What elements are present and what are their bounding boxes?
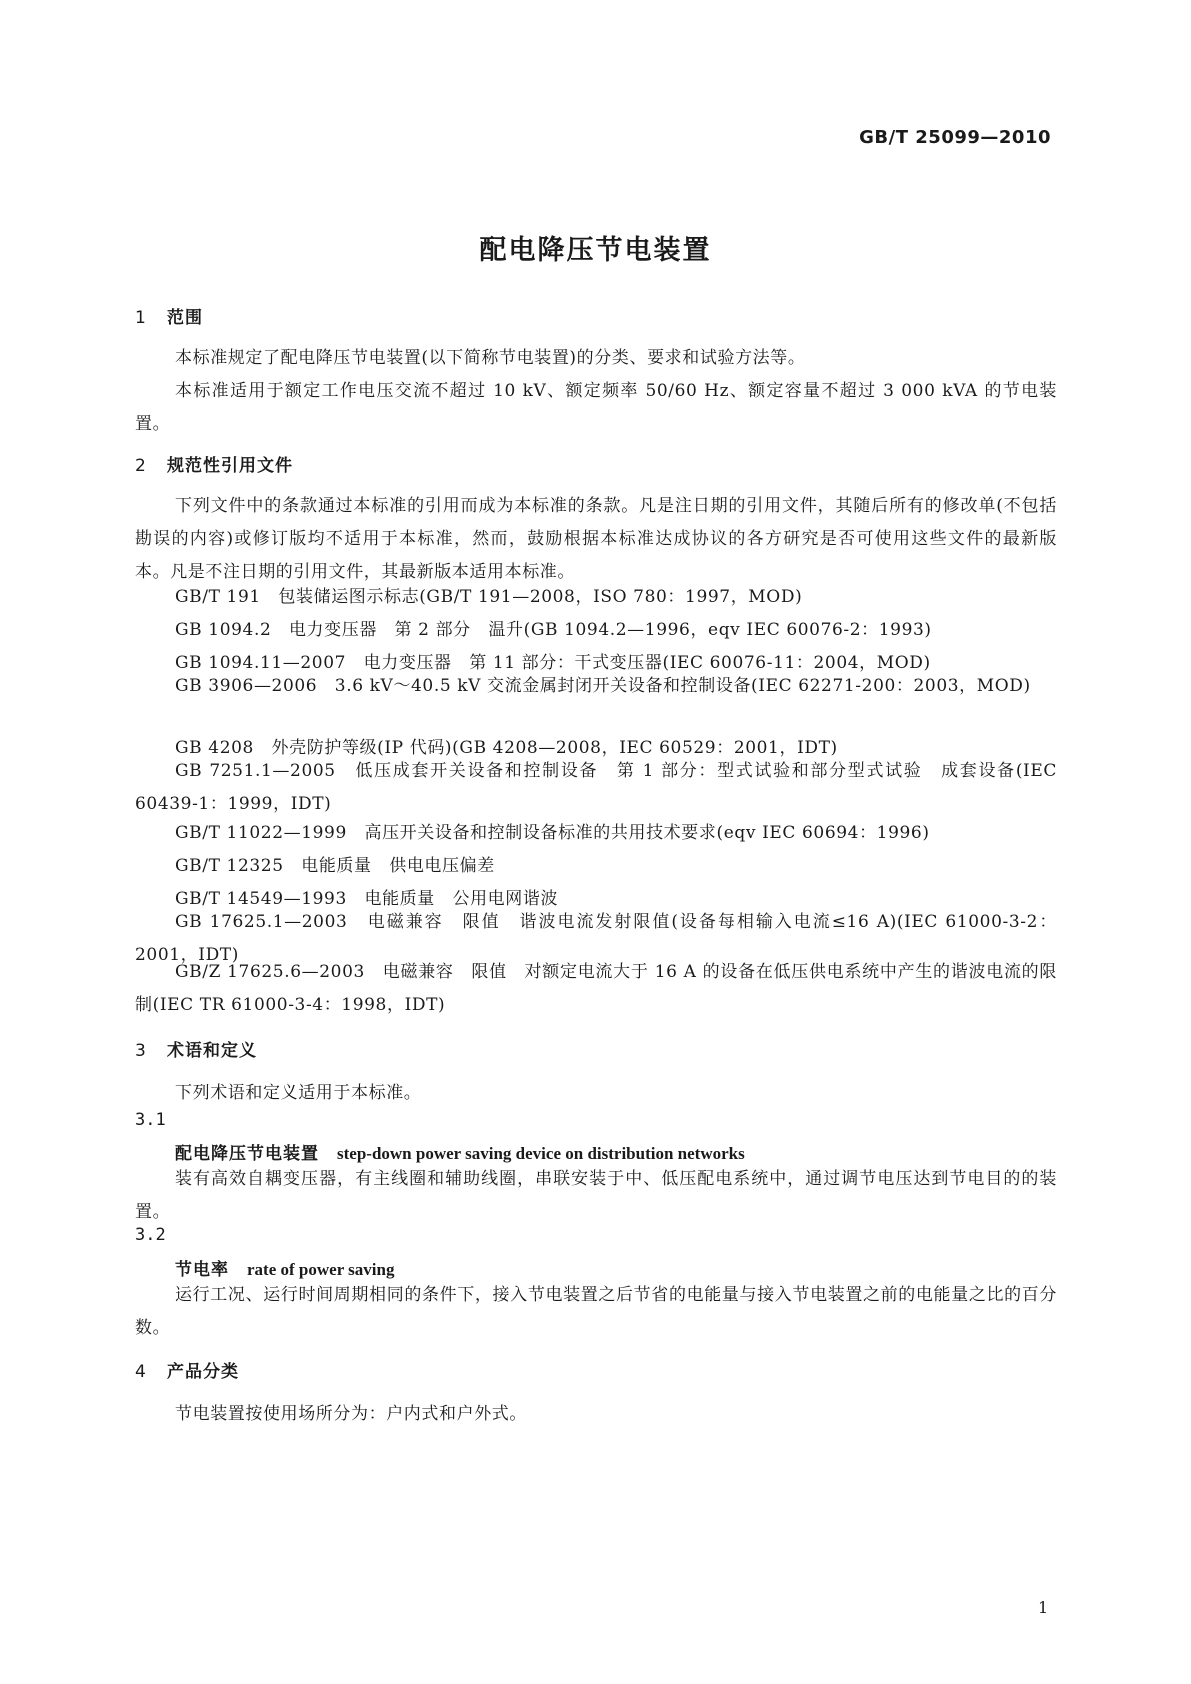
section-number: 4 [135, 1362, 147, 1382]
reference-item: GB/T 14549—1993 电能质量 公用电网谐波 [175, 889, 559, 909]
section-number: 1 [135, 308, 147, 328]
paragraph: 下列文件中的条款通过本标准的引用而成为本标准的条款。凡是注日期的引用文件，其随后所有的修改单(不包括勘误的内容)或修订版均不适用于本标准，然而，鼓励根据本标准达成协议的各方研究是否可使用这些文件的最新版本。凡是不注日期的引用文件，其最新版本适用本标准。 [135, 496, 1057, 582]
term-chinese: 配电降压节电装置 [175, 1144, 319, 1164]
reference-item: GB 3906—2006 3.6 kV～40.5 kV 交流金属封闭开关设备和控制设备(IEC 62271-200：2003，MOD) [175, 676, 1031, 696]
reference-item: GB 17625.1—2003 电磁兼容 限值 谐波电流发射限值(设备每相输入电流≤16 A)(IEC 61000-3-2：2001，IDT) [135, 912, 1057, 965]
section-title: 规范性引用文件 [167, 456, 293, 476]
section-heading-1 [135, 303, 203, 328]
standard-code: GB/T 25099—2010 [859, 127, 1051, 148]
term-english: rate of power saving [247, 1260, 395, 1279]
term-number: 3.2 [135, 1225, 166, 1245]
reference-item: GB 1094.11—2007 电力变压器 第 11 部分：干式变压器(IEC 60076-11：2004，MOD) [175, 653, 931, 673]
section-number: 3 [135, 1041, 147, 1061]
reference-item: GB/Z 17625.6—2003 电磁兼容 限值 对额定电流大于 16 A 的设备在低压供电系统中产生的谐波电流的限制(IEC TR 61000-3-4：1998，IDT) [135, 962, 1057, 1015]
term-heading [175, 1139, 745, 1164]
section-heading-3 [135, 1036, 257, 1061]
term-number: 3.1 [135, 1110, 166, 1130]
paragraph: 本标准规定了配电降压节电装置(以下简称节电装置)的分类、要求和试验方法等。 [175, 348, 806, 368]
section-title: 范围 [167, 308, 203, 328]
reference-item: GB 1094.2 电力变压器 第 2 部分 温升(GB 1094.2—1996，eqv IEC 60076-2：1993) [175, 620, 932, 640]
term-chinese: 节电率 [175, 1260, 229, 1280]
section-heading-2 [135, 451, 293, 476]
section-title: 产品分类 [167, 1362, 239, 1382]
reference-item: GB/T 191 包装储运图示标志(GB/T 191—2008，ISO 780：1997，MOD) [175, 587, 803, 607]
paragraph: 本标准适用于额定工作电压交流不超过 10 kV、额定频率 50/60 Hz、额定容量不超过 3 000 kVA 的节电装置。 [135, 381, 1057, 434]
reference-item: GB 7251.1—2005 低压成套开关设备和控制设备 第 1 部分：型式试验和部分型式试验 成套设备(IEC 60439-1：1999，IDT) [135, 761, 1057, 814]
reference-item: GB/T 12325 电能质量 供电电压偏差 [175, 856, 495, 876]
section-title: 术语和定义 [167, 1041, 257, 1061]
term-english: step-down power saving device on distribution networks [337, 1144, 745, 1163]
page-number: 1 [1038, 1598, 1049, 1617]
term-heading [175, 1255, 394, 1280]
reference-item: GB 4208 外壳防护等级(IP 代码)(GB 4208—2008，IEC 60529：2001，IDT) [175, 738, 838, 758]
term-definition: 运行工况、运行时间周期相同的条件下，接入节电装置之后节省的电能量与接入节电装置之前的电能量之比的百分数。 [135, 1285, 1057, 1338]
section-number: 2 [135, 456, 147, 476]
document-title: 配电降压节电装置 [479, 235, 712, 266]
section-heading-4 [135, 1357, 239, 1382]
paragraph: 节电装置按使用场所分为：户内式和户外式。 [175, 1404, 527, 1424]
paragraph: 下列术语和定义适用于本标准。 [175, 1083, 422, 1103]
reference-item: GB/T 11022—1999 高压开关设备和控制设备标准的共用技术要求(eqv IEC 60694：1996) [175, 823, 930, 843]
term-definition: 装有高效自耦变压器，有主线圈和辅助线圈，串联安装于中、低压配电系统中，通过调节电压达到节电目的的装置。 [135, 1169, 1057, 1222]
